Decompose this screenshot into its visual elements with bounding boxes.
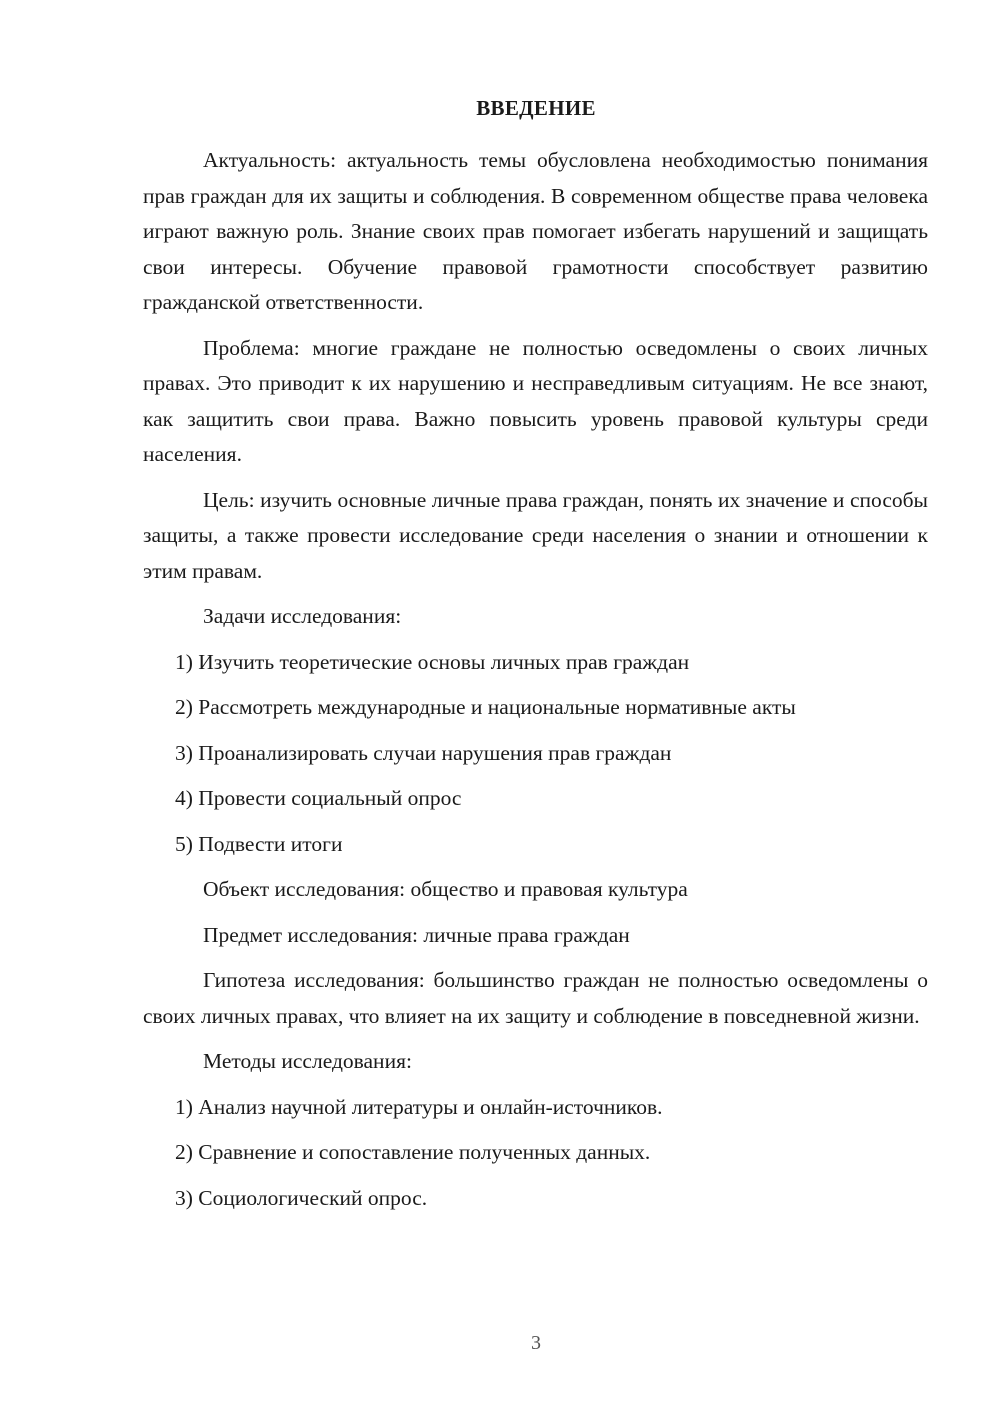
page-title: ВВЕДЕНИЕ — [476, 96, 596, 120]
hypothesis-paragraph: Гипотеза исследования: большинство граждан не полностью осведомлены о своих личных правах, что влияет на их защиту и соблюдение в повседневной жизни. — [143, 968, 928, 1028]
method-item: 1) Анализ научной литературы и онлайн-источников. — [175, 1094, 663, 1119]
task-item: 4) Провести социальный опрос — [175, 786, 462, 810]
task-item: 3) Проанализировать случаи нарушения прав граждан — [175, 740, 672, 765]
goal-paragraph: Цель: изучить основные личные права граждан, понять их значение и способы защиты, а также провести исследование среди населения о знании и отношении к этим правам. — [143, 487, 928, 583]
research-subject: Предмет исследования: личные права граждан — [203, 922, 630, 947]
task-item: 5) Подвести итоги — [175, 831, 343, 856]
problem-paragraph: Проблема: многие граждане не полностью осведомлены о своих личных правах. Это приводит к их нарушению и несправедливым ситуациям. Не все знают, как защитить свои права. Важно повысить уровень правовой культуры среди населения. — [143, 335, 928, 466]
method-item: 3) Социологический опрос. — [175, 1185, 428, 1210]
methods-heading: Методы исследования: — [203, 1049, 412, 1073]
relevance-paragraph: Актуальность: актуальность темы обусловлена необходимостью понимания прав граждан для их защиты и соблюдения. В современном обществе права человека играют важную роль. Знание своих прав помогает избегать нарушений и защищать свои интересы. Обучение правовой грамотности способствует развитию гражданской ответственности. — [143, 148, 928, 314]
document-body — [143, 143, 928, 1226]
page-number: 3 — [531, 1332, 541, 1354]
tasks-heading: Задачи исследования: — [203, 604, 402, 628]
method-item: 2) Сравнение и сопоставление полученных данных. — [175, 1140, 651, 1164]
task-item: 1) Изучить теоретические основы личных прав граждан — [175, 649, 690, 674]
task-item: 2) Рассмотреть международные и национальные нормативные акты — [175, 695, 796, 719]
research-object: Объект исследования: общество и правовая культура — [203, 877, 688, 901]
